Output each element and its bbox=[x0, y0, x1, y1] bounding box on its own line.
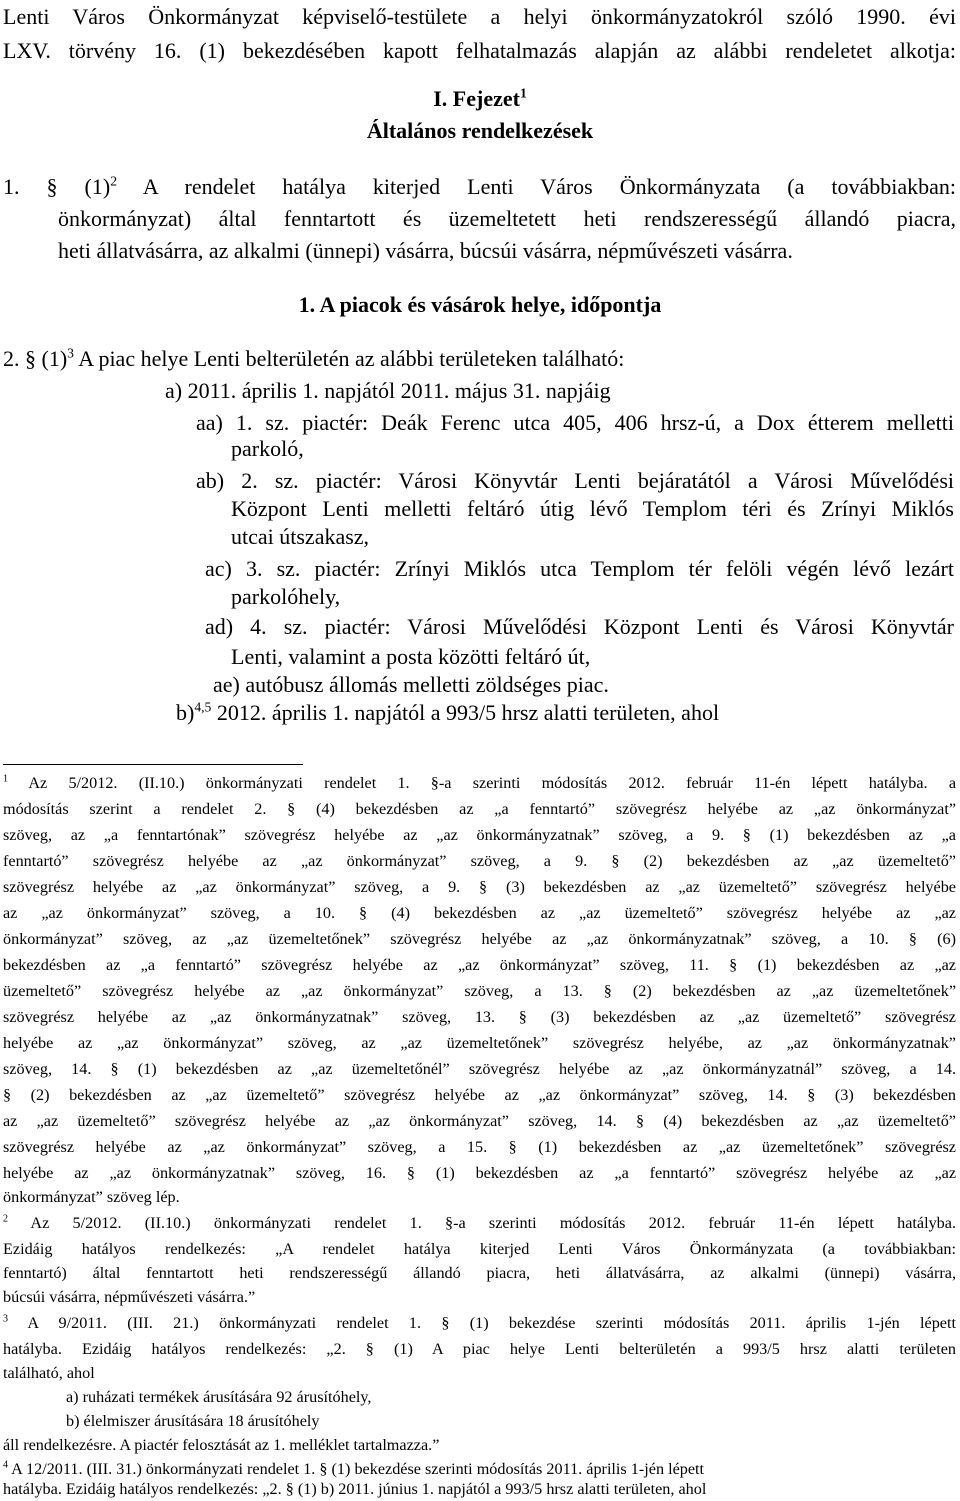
section-2-line-1 bbox=[3, 346, 624, 372]
footnote-1-line-16: helyébe az „az önkormányzatnak” szöveg, 16. § (1) bekezdésben az „a fenntartó” szövegrész helyébe az „az bbox=[3, 1164, 956, 1182]
section-1-text: A rendelet hatálya kiterjed Lenti Város Önkormányzata (a továbbiakban: bbox=[142, 174, 956, 199]
footnote-separator bbox=[3, 764, 303, 765]
footnote-1-marker: 1 bbox=[3, 773, 9, 785]
footnote-1-line-1: $^1$ Az 5/2012. (II.10.) önkormányzati rendelet 1. §-a szerinti módosítás 2012. február 11-én lépett hatályba. a bbox=[3, 773, 957, 792]
item-b-text: 2012. április 1. napjától a 993/5 hrsz alatti területen, ahol bbox=[216, 700, 720, 725]
footnote-ref-3: 3 bbox=[67, 345, 74, 361]
section-1-line-2: önkormányzat) által fenntartott és üzemeltetett heti rendszerességű állandó piacra, bbox=[58, 206, 956, 231]
section-heading-1: 1. A piacok és vásárok helye, időpontja bbox=[298, 292, 662, 317]
footnote-1-line-17: önkormányzat” szöveg lép. bbox=[3, 1188, 180, 1206]
footnote-1-line-5: szövegrész helyébe az „az önkormányzat” szöveg, a 9. § (3) bekezdésben az „az üzemeltető” szövegrész helyébe bbox=[3, 878, 956, 896]
footnote-4-line-2: hatályba. Ezidáig hatályos rendelkezés: „2. § (1) b) 2011. június 1. napjától a 993/5 hrsz alatti területen, ahol bbox=[3, 1480, 707, 1498]
item-ab-line-3: utcai útszakasz, bbox=[231, 524, 370, 549]
footnote-1-line-10: szövegrész helyébe az „az önkormányzatnak” szöveg, 13. § (3) bekezdésben az „az üzemeltető” szövegrész bbox=[3, 1008, 956, 1026]
footnote-1-line-14: az „az üzemeltető” szövegrész helyébe az „az önkormányzat” szöveg, 14. § (4) bekezdésben az „az üzemeltető” bbox=[3, 1112, 956, 1130]
item-ae: ae) autóbusz állomás melletti zöldséges piac. bbox=[213, 672, 609, 697]
footnote-3-line-5: b) élelmiszer árusítására 18 árusítóhely bbox=[66, 1412, 320, 1430]
section-2-text: A piac helye Lenti belterületén az alábbi területeken található: bbox=[78, 346, 625, 371]
footnote-2-line-1: $^2$ Az 5/2012. (II.10.) önkormányzati rendelet 1. §-a szerinti módosítás 2012. február 11-én lépett hatályba. bbox=[3, 1213, 956, 1232]
footnote-ref-4-5: 4,5 bbox=[194, 699, 212, 715]
footnote-1-line-9: üzemeltető” szövegrész helyébe az „az önkormányzat” szöveg, a 13. § (2) bekezdésben az „az üzemeltetőnek” bbox=[3, 982, 956, 1000]
section-1-line-1 bbox=[3, 174, 956, 200]
footnote-1-line-8: bekezdésben az „a fenntartó” szövegrész helyébe az „az önkormányzat” szöveg, 11. § (1) bekezdésben az „az bbox=[3, 956, 956, 974]
item-b-label: b) bbox=[176, 700, 195, 725]
section-1-number: 1. § (1) bbox=[3, 174, 111, 199]
footnote-1-line-12: szöveg, 14. § (1) bekezdésben az „az üzemeltetőnél” szövegrész helyébe az „az önkormányzatnál” szöveg, a 14. bbox=[3, 1060, 956, 1078]
footnote-1-line-6: az „az önkormányzat” szöveg, a 10. § (4) bekezdésben az „az üzemeltető” szövegrész helyébe az „az bbox=[3, 904, 956, 922]
footnote-4-marker: 4 bbox=[3, 1459, 9, 1471]
footnote-1-line-11: helyébe az „az önkormányzat” szöveg, az „az üzemeltetőnek” szövegrész helyébe, az „az önkormányzatnak” bbox=[3, 1034, 956, 1052]
section-2-number: 2. § (1) bbox=[3, 346, 68, 371]
footnote-1-line-3: szöveg, az „a fenntartónak” szövegrész helyébe az „az önkormányzatnak” szöveg, a 9. § (1) bekezdésben az „a bbox=[3, 826, 956, 844]
footnote-ref-1: 1 bbox=[519, 85, 527, 101]
item-a: a) 2011. április 1. napjától 2011. május 31. napjáig bbox=[165, 378, 611, 403]
footnote-2-line-3: fenntartó) által fenntartott heti rendszerességű állandó piacra, heti állatvásárra, az alkalmi (ünnepi) vásárra, bbox=[3, 1264, 956, 1282]
footnote-1-line-4: fenntartó” szövegrész helyébe az „az önkormányzat” szöveg, a 9. § (2) bekezdésben az „az üzemeltető” bbox=[3, 852, 956, 870]
footnote-3-line-2: hatályba. Ezidáig hatályos rendelkezés: „2. § (1) A piac helye Lenti belterületén a 993/5 hrsz alatti területen bbox=[3, 1340, 956, 1358]
intro-line-2: LXV. törvény 16. (1) bekezdésében kapott felhatalmazás alapján az alábbi rendeletet alkotja: bbox=[3, 38, 956, 63]
item-ad-line-1: ad) 4. sz. piactér: Városi Művelődési Központ Lenti és Városi Könyvtár bbox=[205, 614, 954, 639]
intro-line-1: Lenti Város Önkormányzat képviselő-testülete a helyi önkormányzatokról szóló 1990. évi bbox=[3, 4, 956, 29]
footnote-3-marker: 3 bbox=[3, 1313, 9, 1325]
chapter-subtitle: Általános rendelkezések bbox=[366, 118, 594, 143]
item-ac-line-1: ac) 3. sz. piactér: Zrínyi Miklós utca Templom tér felöli végén lévő lezárt bbox=[205, 556, 954, 581]
section-1-line-3: heti állatvásárra, az alkalmi (ünnepi) vásárra, búcsúi vásárra, népművészeti vásárra. bbox=[58, 238, 793, 263]
footnote-1-line-15: szövegrész helyébe az „az önkormányzat” szöveg, a 15. § (1) bekezdésben az „az üzemeltetőnek” szövegrész bbox=[3, 1138, 956, 1156]
item-aa-line-1: aa) 1. sz. piactér: Deák Ferenc utca 405, 406 hrsz-ú, a Dox étterem melletti bbox=[196, 410, 954, 435]
chapter-title bbox=[0, 86, 960, 112]
footnote-2-line-2: Ezidáig hatályos rendelkezés: „A rendelet hatálya kiterjed Lenti Város Önkormányzata (a továbbiakban: bbox=[3, 1240, 956, 1258]
item-aa-line-2: parkoló, bbox=[231, 436, 304, 461]
footnote-1-line-13: § (2) bekezdésben az „az üzemeltető” szövegrész helyébe az „az önkormányzat” szöveg, 14. § (3) bekezdésben bbox=[3, 1086, 956, 1104]
footnote-3-line-4: a) ruházati termékek árusítására 92 árusítóhely, bbox=[66, 1388, 372, 1406]
footnote-1-line-7: önkormányzat” szöveg, az „az üzemeltetőnek” szövegrész helyébe az „az önkormányzatnak” szöveg, a 10. § (6) bbox=[3, 930, 956, 948]
item-ac-line-2: parkolóhely, bbox=[231, 584, 341, 609]
item-ab-line-1: ab) 2. sz. piactér: Városi Könyvtár Lenti bejáratától a Városi Művelődési bbox=[196, 468, 954, 493]
item-ad-line-2: Lenti, valamint a posta közötti feltáró út, bbox=[231, 644, 591, 669]
footnote-1-line-2: módosítás szerint a rendelet 2. § (4) bekezdésben az „a fenntartó” szövegrész helyébe az „az önkormányzat” bbox=[3, 800, 956, 818]
footnote-4-line-1: $^4$ A 12/2011. (III. 31.) önkormányzati rendelet 1. § (1) bekezdése szerinti módosítás 2011. április 1-jén lépett bbox=[3, 1459, 705, 1478]
item-ab-line-2: Központ Lenti melletti feltáró útig lévő Templom téri és Zrínyi Miklós bbox=[231, 496, 954, 521]
footnote-2-line-4: búcsúi vásárra, népművészeti vásárra.” bbox=[3, 1288, 256, 1306]
footnote-3-line-1: $^3$ A 9/2011. (III. 21.) önkormányzati rendelet 1. § (1) bekezdése szerinti módosítás 2011. április 1-jén lépett bbox=[3, 1313, 956, 1332]
chapter-title-text: I. Fejezet bbox=[433, 86, 520, 111]
footnote-3-line-6: áll rendelkezésre. A piactér felosztását az 1. melléklet tartalmazza.” bbox=[3, 1436, 440, 1454]
item-b bbox=[176, 700, 719, 726]
footnote-3-line-3: található, ahol bbox=[3, 1364, 95, 1382]
footnote-ref-2: 2 bbox=[110, 173, 118, 189]
footnote-2-marker: 2 bbox=[3, 1213, 9, 1225]
